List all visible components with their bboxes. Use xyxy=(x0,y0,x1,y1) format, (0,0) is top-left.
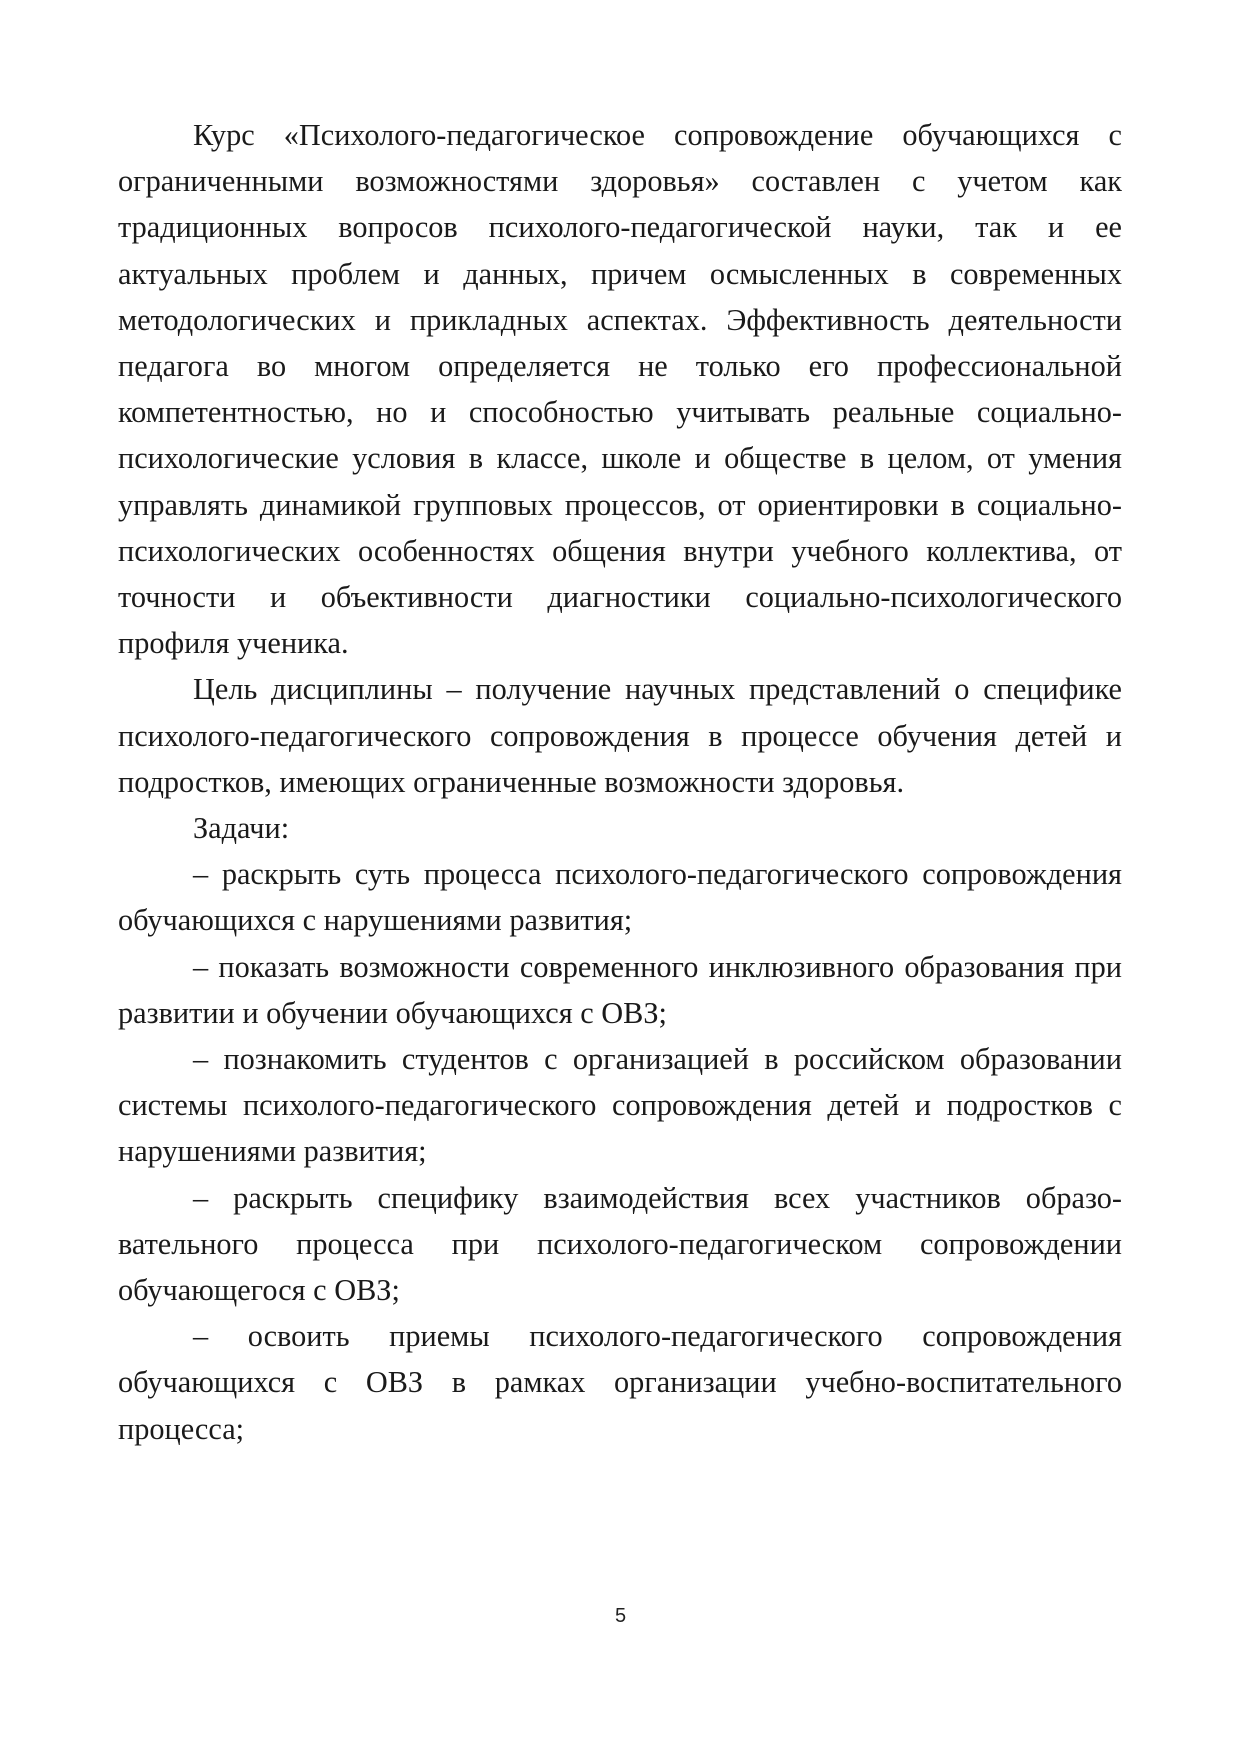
task-item-5: – освоить приемы психолого-педагогического сопровождения обучающихся с ОВЗ в рамках организации учебно-воспитательного процесса; xyxy=(118,1319,1122,1446)
task-item-2: – показать возможности современного инклюзивного образования при развитии и обучении обучающихся с ОВЗ; xyxy=(118,949,1122,1030)
intro-paragraph: Курс «Психолого-педагогическое сопровождение обучающихся с ограниченными возможностями здоровья» составлен с учетом как традиционных вопросов психолого-педагогической науки, так и ее актуальных проблем и данных, причем осмысленных в современных методологических и прикладных аспектах. Эффективность деятельности педагога во многом определяется не только его профессиональной компетентностью, но и способностью учитывать реальные социально-психологические условия в классе, школе и обществе в целом, от умения управлять динамикой групповых процессов, от ориентировки в социально-психологических особенностях общения внутри учебного коллектива, от точности и объективности диагностики социально-психологического профиля ученика. xyxy=(118,118,1122,661)
task-item-3: – познакомить студентов с организацией в российском образовании системы психолого-педагогического сопровождения детей и подростков с нарушениями развития; xyxy=(118,1042,1122,1169)
goal-paragraph: Цель дисциплины – получение научных представлений о специфике психолого-педагогического сопровождения в процессе обучения детей и подростков, имеющих ограниченные возможности здоровья. xyxy=(118,672,1122,799)
task-item-4: – раскрыть специфику взаимодействия всех участников образовательного процесса при психолого-педагогическом сопровождении обучающегося с ОВЗ; xyxy=(118,1180,1122,1308)
page-body xyxy=(118,112,1122,1452)
tasks-heading: Задачи: xyxy=(193,811,290,846)
page-number: 5 xyxy=(614,1605,627,1627)
task-item-1: – раскрыть суть процесса психолого-педагогического сопровождения обучающихся с нарушениями развития; xyxy=(118,857,1122,938)
